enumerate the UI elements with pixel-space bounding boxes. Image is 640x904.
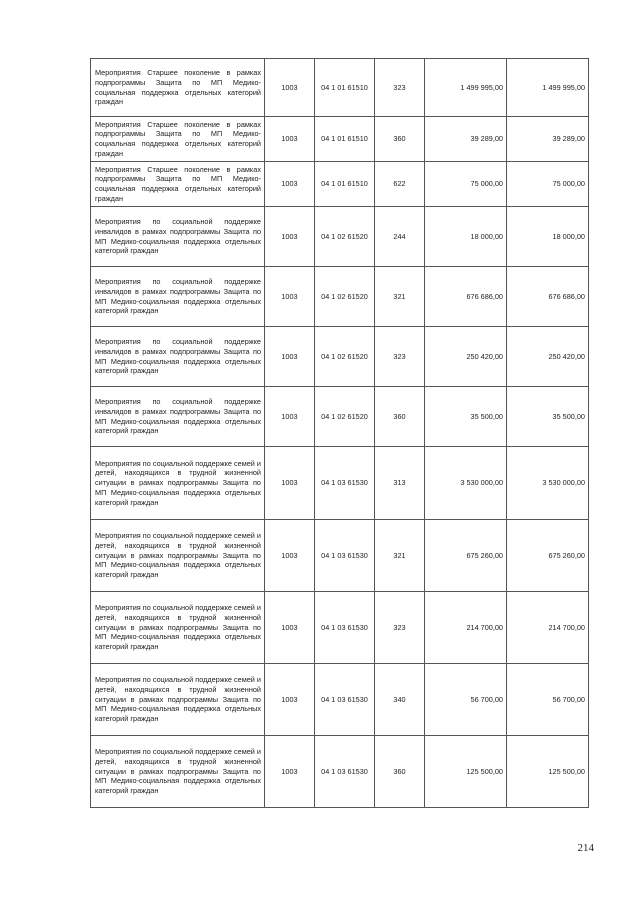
cell-amount-1: 250 420,00 (425, 327, 507, 387)
cell-description: Мероприятия по социальной поддержке инвалидов в рамках подпрограммы Защита по МП Медико-социальная поддержка отдельных категорий граждан (91, 207, 265, 267)
cell-target-code: 04 1 01 61510 (315, 59, 375, 117)
cell-amount-1: 3 530 000,00 (425, 447, 507, 520)
table-row (91, 520, 589, 592)
cell-amount-2: 250 420,00 (507, 327, 589, 387)
cell-section-code: 1003 (265, 447, 315, 520)
cell-amount-1: 18 000,00 (425, 207, 507, 267)
cell-target-code: 04 1 03 61530 (315, 664, 375, 736)
cell-amount-2: 39 289,00 (507, 117, 589, 162)
cell-section-code: 1003 (265, 59, 315, 117)
cell-amount-1: 56 700,00 (425, 664, 507, 736)
cell-amount-1: 676 686,00 (425, 267, 507, 327)
cell-expense-type: 360 (375, 117, 425, 162)
cell-target-code: 04 1 03 61530 (315, 736, 375, 808)
cell-section-code: 1003 (265, 117, 315, 162)
cell-section-code: 1003 (265, 387, 315, 447)
cell-target-code: 04 1 02 61520 (315, 327, 375, 387)
cell-amount-1: 214 700,00 (425, 592, 507, 664)
cell-target-code: 04 1 02 61520 (315, 207, 375, 267)
cell-section-code: 1003 (265, 327, 315, 387)
table-row (91, 327, 589, 387)
cell-target-code: 04 1 01 61510 (315, 117, 375, 162)
cell-amount-1: 675 260,00 (425, 520, 507, 592)
cell-expense-type: 340 (375, 664, 425, 736)
table-row (91, 387, 589, 447)
cell-amount-2: 214 700,00 (507, 592, 589, 664)
cell-description: Мероприятия по социальной поддержке инвалидов в рамках подпрограммы Защита по МП Медико-социальная поддержка отдельных категорий граждан (91, 327, 265, 387)
cell-amount-2: 676 686,00 (507, 267, 589, 327)
cell-amount-1: 75 000,00 (425, 162, 507, 207)
cell-section-code: 1003 (265, 162, 315, 207)
cell-target-code: 04 1 03 61530 (315, 520, 375, 592)
page-number: 214 (577, 842, 594, 854)
cell-amount-1: 39 289,00 (425, 117, 507, 162)
table-row (91, 117, 589, 162)
cell-expense-type: 360 (375, 736, 425, 808)
cell-section-code: 1003 (265, 520, 315, 592)
cell-section-code: 1003 (265, 736, 315, 808)
cell-expense-type: 323 (375, 327, 425, 387)
cell-amount-1: 1 499 995,00 (425, 59, 507, 117)
cell-amount-2: 3 530 000,00 (507, 447, 589, 520)
cell-amount-1: 125 500,00 (425, 736, 507, 808)
cell-target-code: 04 1 03 61530 (315, 592, 375, 664)
table-row (91, 592, 589, 664)
cell-description: Мероприятия Старшее поколение в рамках подпрограммы Защита по МП Медико-социальная поддержка отдельных категорий граждан (91, 59, 265, 117)
cell-target-code: 04 1 01 61510 (315, 162, 375, 207)
cell-amount-2: 35 500,00 (507, 387, 589, 447)
cell-amount-2: 1 499 995,00 (507, 59, 589, 117)
cell-section-code: 1003 (265, 592, 315, 664)
table-row (91, 736, 589, 808)
cell-section-code: 1003 (265, 207, 315, 267)
cell-description: Мероприятия по социальной поддержке семей и детей, находящихся в трудной жизненной ситуации в рамках подпрограммы Защита по МП Медико-социальная поддержка отдельных категорий граждан (91, 520, 265, 592)
cell-description: Мероприятия по социальной поддержке инвалидов в рамках подпрограммы Защита по МП Медико-социальная поддержка отдельных категорий граждан (91, 267, 265, 327)
cell-description: Мероприятия по социальной поддержке семей и детей, находящихся в трудной жизненной ситуации в рамках подпрограммы Защита по МП Медико-социальная поддержка отдельных категорий граждан (91, 664, 265, 736)
cell-section-code: 1003 (265, 267, 315, 327)
cell-section-code: 1003 (265, 664, 315, 736)
table-row (91, 162, 589, 207)
cell-expense-type: 323 (375, 59, 425, 117)
cell-description: Мероприятия по социальной поддержке семей и детей, находящихся в трудной жизненной ситуации в рамках подпрограммы Защита по МП Медико-социальная поддержка отдельных категорий граждан (91, 592, 265, 664)
budget-table (90, 58, 589, 808)
cell-expense-type: 321 (375, 267, 425, 327)
table-row (91, 447, 589, 520)
cell-description: Мероприятия по социальной поддержке семей и детей, находящихся в трудной жизненной ситуации в рамках подпрограммы Защита по МП Медико-социальная поддержка отдельных категорий граждан (91, 447, 265, 520)
table-row (91, 59, 589, 117)
table-body (91, 59, 589, 808)
cell-expense-type: 323 (375, 592, 425, 664)
table-row (91, 207, 589, 267)
cell-expense-type: 244 (375, 207, 425, 267)
table-row (91, 664, 589, 736)
cell-amount-1: 35 500,00 (425, 387, 507, 447)
cell-amount-2: 18 000,00 (507, 207, 589, 267)
cell-amount-2: 75 000,00 (507, 162, 589, 207)
cell-description: Мероприятия Старшее поколение в рамках подпрограммы Защита по МП Медико-социальная поддержка отдельных категорий граждан (91, 117, 265, 162)
cell-target-code: 04 1 03 61530 (315, 447, 375, 520)
cell-expense-type: 622 (375, 162, 425, 207)
cell-amount-2: 675 260,00 (507, 520, 589, 592)
cell-amount-2: 125 500,00 (507, 736, 589, 808)
cell-amount-2: 56 700,00 (507, 664, 589, 736)
cell-target-code: 04 1 02 61520 (315, 267, 375, 327)
table-row (91, 267, 589, 327)
cell-description: Мероприятия по социальной поддержке инвалидов в рамках подпрограммы Защита по МП Медико-социальная поддержка отдельных категорий граждан (91, 387, 265, 447)
cell-description: Мероприятия Старшее поколение в рамках подпрограммы Защита по МП Медико-социальная поддержка отдельных категорий граждан (91, 162, 265, 207)
cell-expense-type: 360 (375, 387, 425, 447)
cell-target-code: 04 1 02 61520 (315, 387, 375, 447)
cell-expense-type: 313 (375, 447, 425, 520)
cell-description: Мероприятия по социальной поддержке семей и детей, находящихся в трудной жизненной ситуации в рамках подпрограммы Защита по МП Медико-социальная поддержка отдельных категорий граждан (91, 736, 265, 808)
cell-expense-type: 321 (375, 520, 425, 592)
